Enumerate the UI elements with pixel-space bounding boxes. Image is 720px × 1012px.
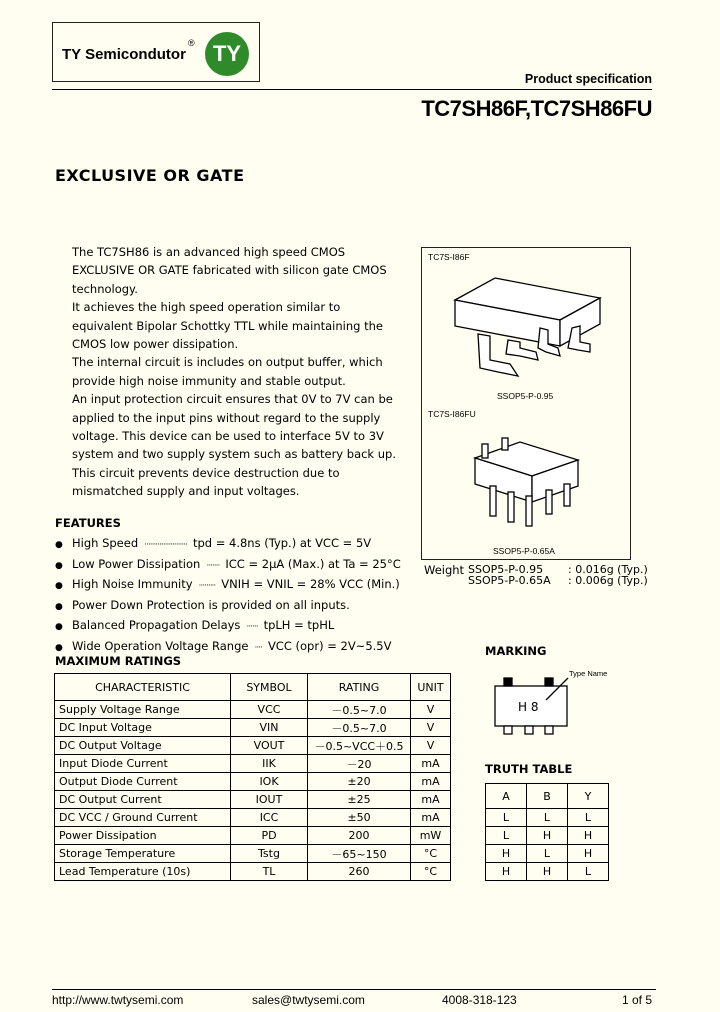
column-header: Y [568,784,609,809]
cell: L [568,863,609,881]
table-row [55,845,451,863]
marking-pin-top-2 [545,678,553,686]
cell: Tstg [231,845,308,863]
feature-value: VNIH = VNIL = 28% VCC (Min.) [221,577,400,591]
cell: mA [411,791,451,809]
cell: 200 [308,827,411,845]
feature-name: Wide Operation Voltage Range [72,638,249,653]
weight-val2: : 0.006g (Typ.) [568,574,648,587]
bullet-icon: ● [55,601,63,612]
table-row [55,737,451,755]
table-row [55,791,451,809]
weight-pkg2: SSOP5-P-0.65A [468,574,551,587]
table-row [486,845,609,863]
cell: V [411,719,451,737]
cell: 260 [308,863,411,881]
pkg2-lead-3 [526,496,532,526]
cell: ±20 [308,773,411,791]
marking-heading: MARKING [485,644,547,658]
cell: DC VCC / Ground Current [55,809,231,827]
feature-item [55,596,401,617]
type-name-label: Type Name [569,669,608,678]
weight-info [424,563,648,587]
truth-table [485,783,609,881]
cell: DC Input Voltage [55,719,231,737]
features-heading: FEATURES [55,516,121,530]
cell: －0.5~7.0 [308,701,411,719]
cell: Supply Voltage Range [55,701,231,719]
cell: Input Diode Current [55,755,231,773]
column-header: RATING [308,674,411,701]
cell: mA [411,755,451,773]
feature-item [55,616,401,637]
cell: －20 [308,755,411,773]
table-row [55,701,451,719]
cell: VCC [231,701,308,719]
leader-dots: ······················· [144,540,187,550]
marking-letters: H 8 [518,700,539,714]
cell: IOK [231,773,308,791]
cell: －0.5~7.0 [308,719,411,737]
features-list [55,534,401,657]
table-row [55,809,451,827]
cell: °C [411,845,451,863]
pkg2-lead-1 [490,486,496,516]
cell: PD [231,827,308,845]
cell: mW [411,827,451,845]
feature-item [55,575,401,596]
footer-phone: 4008-318-123 [442,993,517,1007]
product-spec-label: Product specification [524,72,652,86]
pkg2-drawing [460,430,600,540]
pkg2-lead-back-2 [502,438,508,450]
feature-value: VCC (opr) = 2V~5.5V [267,638,392,653]
pkg2-lead-5 [564,484,570,506]
column-header: A [486,784,527,809]
feature-name: High Noise Immunity [72,577,193,591]
cell: Storage Temperature [55,845,231,863]
table-header-row [486,784,609,809]
weight-val1: : 0.016g (Typ.) [568,563,648,576]
pkg1-lead-2 [506,340,538,360]
cell: mA [411,809,451,827]
truth-table-heading: TRUTH TABLE [485,762,573,776]
marking-pin-bottom-1 [504,726,512,734]
leader-dots: ········· [198,581,216,591]
column-header: SYMBOL [231,674,308,701]
pkg1-code: SSOP5-P-0.95 [497,391,554,401]
part-numbers: TC7SH86F,TC7SH86FU [421,96,652,121]
company-logo: TY [205,32,249,76]
table-row [55,773,451,791]
weight-label: Weight [424,563,465,577]
leader-dots: ······· [206,560,220,571]
table-row [486,827,609,845]
leader-dots: ···· [254,642,262,653]
bullet-icon: ● [55,540,63,550]
cell: H [486,845,527,863]
table-row [55,755,451,773]
cell: IOUT [231,791,308,809]
cell: Output Diode Current [55,773,231,791]
weight-pkg1: SSOP5-P-0.95 [468,563,544,576]
desc-para-5: This circuit prevents device destruction due to mismatched supply and input voltages. [72,465,340,499]
feature-item [55,534,401,555]
pkg2-code: SSOP5-P-0.65A [493,546,555,556]
feature-name: High Speed [72,536,139,550]
table-row [55,863,451,881]
cell: Lead Temperature (10s) [55,863,231,881]
cell: IIK [231,755,308,773]
cell: °C [411,863,451,881]
footer-page-number: 1 of 5 [622,993,653,1007]
bullet-icon: ● [55,622,63,632]
pkg1-name: TC7S-I86F [428,252,470,262]
table-row [55,719,451,737]
feature-name: Power Down Protection is provided on all inputs. [72,597,350,612]
max-ratings-table [54,673,451,881]
footer-divider [52,989,656,990]
cell: VIN [231,719,308,737]
marking-pin-top-1 [504,678,512,686]
cell: H [568,827,609,845]
marking-pin-bottom-3 [545,726,553,734]
feature-name: Balanced Propagation Delays [72,618,241,632]
cell: DC Output Current [55,791,231,809]
feature-value: ICC = 2μA (Max.) at Ta = 25°C [225,556,401,571]
cell: L [568,809,609,827]
description [72,243,402,501]
desc-para-3: The internal circuit is includes on output buffer, which provide high noise immunity and stable output. [72,355,383,388]
desc-para-4: An input protection circuit ensures that 0V to 7V can be applied to the input pins without regard to the supply voltage. This device can be used to interface 5V to 3V system and two supply system such as battery back up. [72,392,396,462]
header-divider [52,89,652,90]
cell: H [568,845,609,863]
cell: L [486,827,527,845]
cell: Power Dissipation [55,827,231,845]
cell: ±25 [308,791,411,809]
cell: V [411,701,451,719]
bullet-icon: ● [55,581,63,591]
bullet-icon: ● [55,642,63,653]
table-row [486,809,609,827]
page-title: EXCLUSIVE OR GATE [55,166,245,185]
bullet-icon: ● [55,560,63,571]
feature-value: tpLH = tpHL [263,618,335,632]
cell: －65~150 [308,845,411,863]
pkg2-lead-back-1 [482,444,488,458]
table-row [486,863,609,881]
cell: H [527,863,568,881]
leader-dots: ······ [246,622,258,632]
max-ratings-heading: MAXIMUM RATINGS [55,654,182,668]
footer-email[interactable]: sales@twtysemi.com [252,993,365,1007]
pkg2-lead-4 [546,490,552,514]
cell: L [527,845,568,863]
pkg1-drawing [440,268,620,383]
cell: ICC [231,809,308,827]
cell: L [527,809,568,827]
cell: －0.5~VCC＋0.5 [308,737,411,755]
cell: ±50 [308,809,411,827]
column-header: UNIT [411,674,451,701]
cell: mA [411,773,451,791]
pkg2-lead-2 [508,492,514,522]
cell: VOUT [231,737,308,755]
footer-url[interactable]: http://www.twtysemi.com [52,993,184,1007]
desc-para-1: The TC7SH86 is an advanced high speed CMOS EXCLUSIVE OR GATE fabricated with silicon gate CMOS technology. [72,245,387,296]
pkg2-name: TC7S-I86FU [428,409,476,419]
cell: TL [231,863,308,881]
table-header-row [55,674,451,701]
column-header: B [527,784,568,809]
cell: L [486,809,527,827]
table-row [55,827,451,845]
feature-name: Low Power Dissipation [72,556,201,571]
company-name: TY Semicondutor [62,46,186,63]
cell: V [411,737,451,755]
marking-pin-bottom-2 [525,726,533,734]
feature-value: tpd = 4.8ns (Typ.) at VCC = 5V [192,536,372,550]
cell: H [527,827,568,845]
registered-mark: ® [188,38,195,48]
cell: DC Output Voltage [55,737,231,755]
cell: H [486,863,527,881]
desc-para-2: It achieves the high speed operation similar to equivalent Bipolar Schottky TTL while maintaining the CMOS low power dissipation. [72,300,383,352]
column-header: CHARACTERISTIC [55,674,231,701]
feature-item [55,555,401,576]
